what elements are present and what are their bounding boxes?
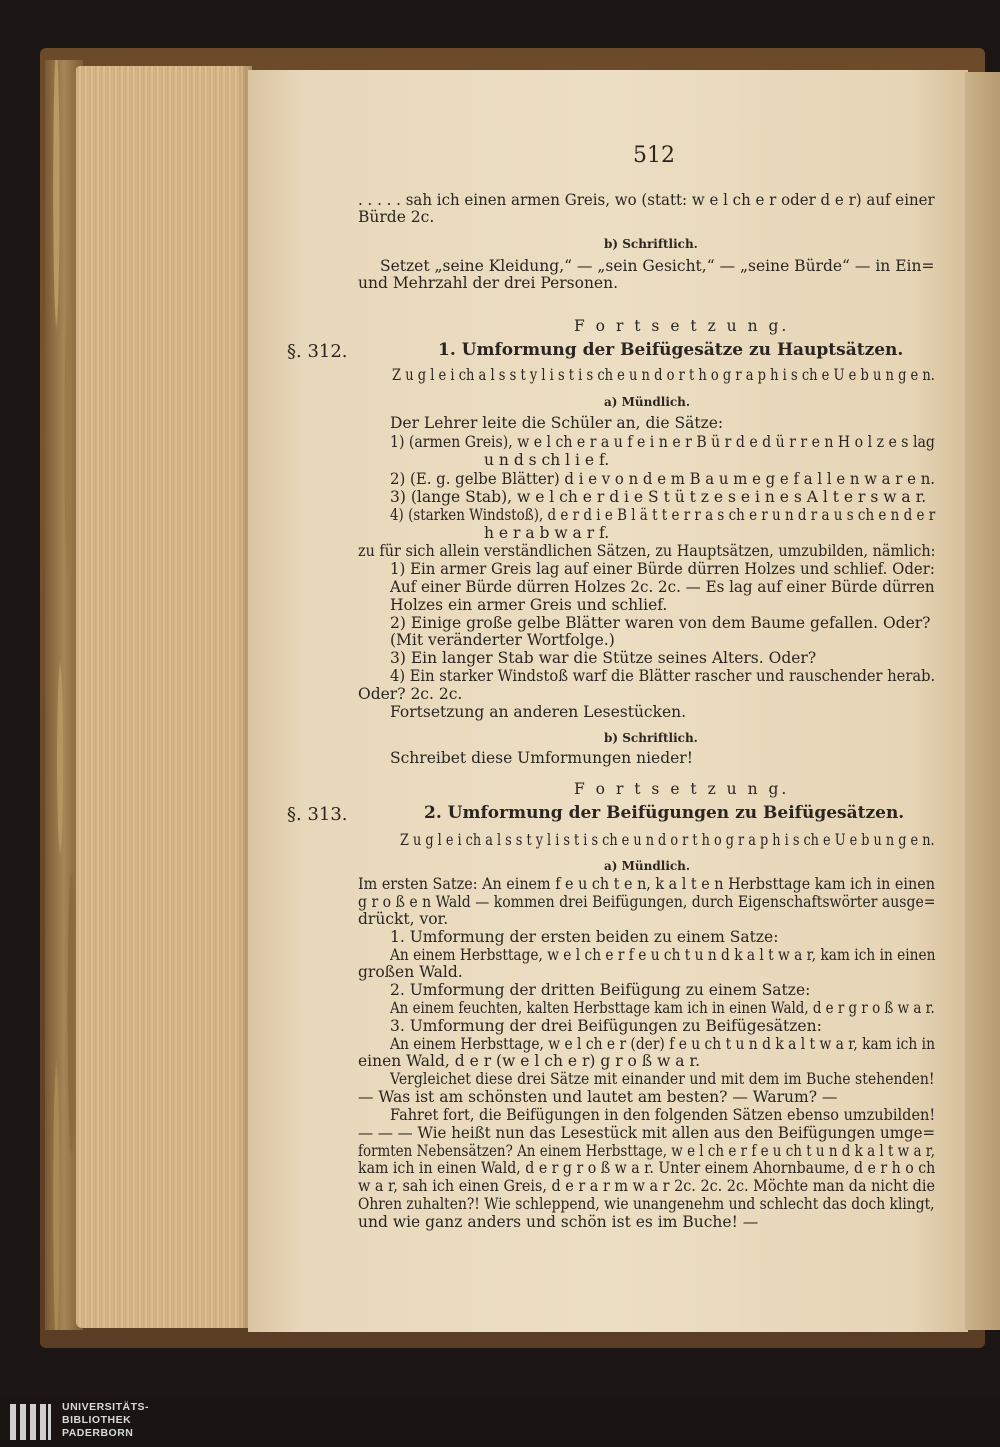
text-line: Schreibet diese Umformungen nieder! — [390, 749, 693, 767]
logo-line-3: PADERBORN — [62, 1427, 134, 1439]
text-line: großen Wald. — [358, 963, 463, 981]
text-line: Der Lehrer leite die Schüler an, die Sätze: — [390, 414, 724, 432]
text-line: Auf einer Bürde dürren Holzes 2c. 2c. — Es lag auf einer Bürde dürren — [390, 578, 935, 596]
footer-bar — [0, 1397, 1000, 1447]
text-line: 2. Umformung der Beifügungen zu Beifügesätzen. — [424, 803, 905, 823]
text-line: b) Schriftlich. — [604, 731, 698, 745]
text-line: Z u g l e i ch a l s s t y l i s t i s ch e u n d o r t h o g r a p h i s ch e U e b u n g e n. — [392, 366, 935, 384]
text-line: An einem feuchten, kalten Herbsttage kam ich in einen Wald, d e r g r o ß w a r. — [390, 999, 935, 1017]
text-line: 1. Umformung der ersten beiden zu einem Satze: — [390, 928, 779, 946]
next-page-edge — [965, 72, 1000, 1330]
text-line: — — — Wie heißt nun das Lesestück mit allen aus den Beifügungen umge= — [358, 1124, 936, 1142]
text-line: 1. Umformung der Beifügesätze zu Hauptsätzen. — [438, 340, 904, 360]
text-line: . . . . . sah ich einen armen Greis, wo (statt: w e l ch e r oder d e r) auf einer — [358, 191, 935, 209]
text-line: An einem Herbsttage, w e l ch e r f e u ch t u n d k a l t w a r, kam ich in einen — [390, 946, 936, 964]
text-line: 3) Ein langer Stab war die Stütze seines Alters. Oder? — [390, 649, 817, 667]
text-line: 2) Einige große gelbe Blätter waren von dem Baume gefallen. Oder? — [390, 614, 931, 632]
text-line: 4) (starken Windstoß), d e r d i e B l ä t t e r r a s ch e r u n d r a u s ch e n d e r — [390, 506, 936, 524]
logo-line-1: UNIVERSITÄTS- — [62, 1401, 150, 1413]
library-logo-icon — [8, 1400, 54, 1444]
text-line: Ohren zuhalten?! Wie schleppend, wie unangenehm und schlecht das doch klingt, — [358, 1195, 935, 1213]
page-number: 512 — [633, 143, 675, 168]
paragraph-number: §. 312. — [287, 341, 348, 362]
text-line: a) Mündlich. — [604, 859, 691, 873]
text-line: 2) (E. g. gelbe Blätter) d i e v o n d e m B a u m e g e f a l l e n w a r e n. — [390, 470, 936, 488]
text-line: 3. Umformung der drei Beifügungen zu Beifügesätzen: — [390, 1017, 822, 1035]
text-line: g r o ß e n Wald — kommen drei Beifügungen, durch Eigenschaftswörter ausge= — [358, 893, 936, 911]
text-line: a) Mündlich. — [604, 395, 691, 409]
text-line: Z u g l e i ch a l s s t y l i s t i s ch e u n d o r t h o g r a p h i s ch e U e b u n g e n. — [400, 831, 935, 849]
text-line: Bürde 2c. — [358, 208, 435, 226]
text-line: h e r a b w a r f. — [484, 524, 610, 542]
text-line: Holzes ein armer Greis und schlief. — [390, 596, 668, 614]
text-line: Oder? 2c. 2c. — [358, 685, 463, 703]
text-line: b) Schriftlich. — [604, 237, 698, 251]
text-line: und wie ganz anders und schön ist es im Buche! — — [358, 1213, 759, 1231]
text-line: Fortsetzung an anderen Lesestücken. — [390, 703, 687, 721]
text-line: F o r t s e t z u n g. — [574, 780, 790, 798]
text-line: und Mehrzahl der drei Personen. — [358, 274, 619, 292]
text-line: zu für sich allein verständlichen Sätzen, zu Hauptsätzen, umzubilden, nämlich: — [358, 542, 936, 560]
text-line: An einem Herbsttage, w e l ch e r (der) f e u ch t u n d k a l t w a r, kam ich in — [390, 1035, 935, 1053]
logo-line-2: BIBLIOTHEK — [62, 1414, 132, 1426]
text-line: — Was ist am schönsten und lautet am besten? — Warum? — — [358, 1088, 838, 1106]
text-line: Fahret fort, die Beifügungen in den folgenden Sätzen ebenso umzubilden! — [390, 1106, 936, 1124]
text-line: drückt, vor. — [358, 910, 449, 928]
text-line: 1) Ein armer Greis lag auf einer Bürde dürren Holzes und schlief. Oder: — [390, 560, 935, 578]
text-line: 4) Ein starker Windstoß warf die Blätter rascher und rauschender herab. — [390, 667, 936, 685]
text-line: Im ersten Satze: An einem f e u ch t e n, k a l t e n Herbsttage kam ich in einen — [358, 875, 935, 893]
text-line: formten Nebensätzen? An einem Herbsttage, w e l ch e r f e u ch t u n d k a l t w a r, — [358, 1142, 936, 1160]
text-line: F o r t s e t z u n g. — [574, 317, 790, 335]
text-line: w a r, sah ich einen Greis, d e r a r m w a r 2c. 2c. 2c. Möchte man da nicht die — [358, 1177, 935, 1195]
text-line: Setzet „seine Kleidung,“ — „sein Gesicht,“ — „seine Bürde“ — in Ein= — [380, 257, 935, 275]
paragraph-number: §. 313. — [287, 804, 348, 825]
text-line: 2. Umformung der dritten Beifügung zu einem Satze: — [390, 981, 811, 999]
text-line: Vergleichet diese drei Sätze mit einander und mit dem im Buche stehenden! — [390, 1070, 935, 1088]
text-line: einen Wald, d e r (w e l ch e r) g r o ß w a r. — [358, 1052, 701, 1070]
text-line: 1) (armen Greis), w e l ch e r a u f e i n e r B ü r d e d ü r r e n H o l z e s lag — [390, 433, 935, 451]
text-line: kam ich in einen Wald, d e r g r o ß w a r. Unter einem Ahornbaume, d e r h o ch — [358, 1159, 936, 1177]
text-line: u n d s ch l i e f. — [484, 451, 610, 469]
text-line: (Mit veränderter Wortfolge.) — [390, 631, 615, 649]
text-line: 3) (lange Stab), w e l ch e r d i e S t ü t z e s e i n e s A l t e r s w a r. — [390, 488, 927, 506]
page-edges — [76, 66, 252, 1328]
